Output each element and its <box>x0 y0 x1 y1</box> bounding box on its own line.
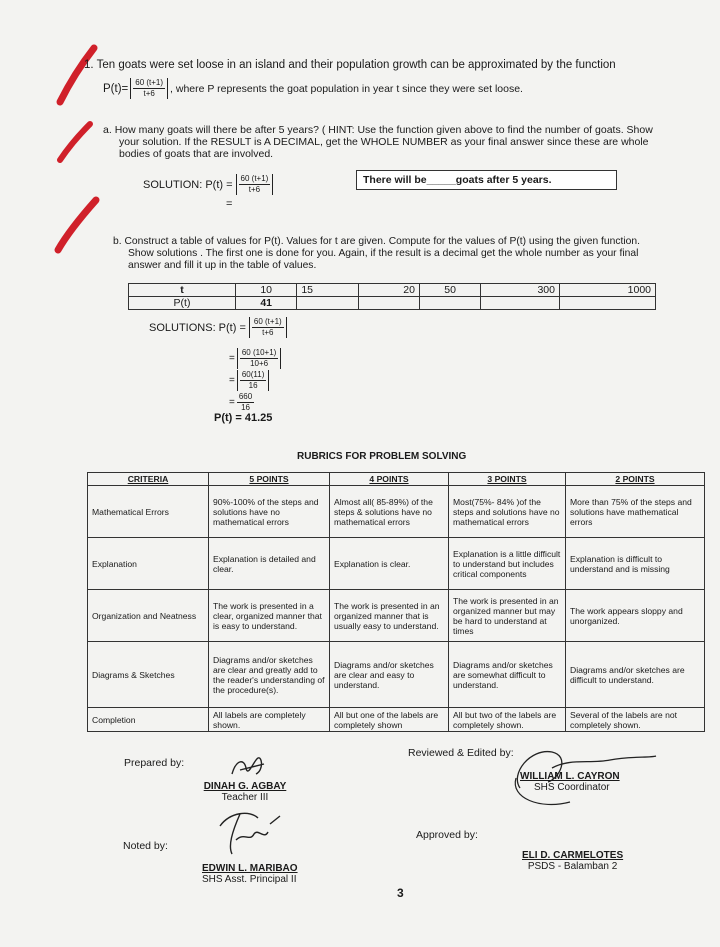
part-a-line1: How many goats will there be after 5 years? ( HINT: Use the function given above to find the number of goats. Show <box>114 124 653 136</box>
solution-denominator: t+6 <box>248 185 261 194</box>
rubric-cell: 90%-100% of the steps and solutions have no mathematical errors <box>209 486 330 538</box>
rubric-header: CRITERIA <box>88 473 209 486</box>
table-p-label: P(t) <box>129 297 236 310</box>
p-value-cell[interactable] <box>419 297 480 310</box>
question-text: Ten goats were set loose in an island and their population growth can be approximated by the function <box>96 59 616 71</box>
rubric-criteria: Mathematical Errors <box>88 486 209 538</box>
rubric-row <box>88 642 705 708</box>
rubric-cell: The work appears sloppy and unorganized. <box>566 590 705 642</box>
function-numerator: 60 (t+1) <box>135 78 164 87</box>
reviewed-name: WILLIAM L. CAYRON <box>520 771 620 782</box>
function-line <box>103 78 523 99</box>
prepared-label: Prepared by: <box>124 757 185 769</box>
rubric-header: 3 POINTS <box>449 473 566 486</box>
t-value-cell: 15 <box>297 284 358 297</box>
answer-box[interactable]: There will be_____goats after 5 years. <box>356 170 617 190</box>
rubric-cell: Most(75%- 84% )of the steps and solutions have no mathematical errors <box>449 486 566 538</box>
rubric-cell: Diagrams and/or sketches are difficult to understand. <box>566 642 705 708</box>
rubric-cell: All labels are completely shown. <box>209 708 330 732</box>
prepared-title: Teacher III <box>221 792 269 803</box>
prepared-name: DINAH G. AGBAY <box>203 781 287 792</box>
rubric-cell: All but two of the labels are completely shown. <box>449 708 566 732</box>
rubric-cell: The work is presented in an organized manner but may be hard to understand at times <box>449 590 566 642</box>
t-value-cell: 10 <box>236 284 297 297</box>
noted-title: SHS Asst. Principal II <box>202 874 297 885</box>
solutions-numerator: 60 (t+1) <box>253 317 282 326</box>
rubric-cell: Several of the labels are not completely shown. <box>566 708 705 732</box>
function-label: P(t)= <box>103 82 129 95</box>
part-b <box>113 236 673 272</box>
rubric-cell: The work is presented in a clear, organized manner that is easy to understand. <box>209 590 330 642</box>
rubric-criteria: Organization and Neatness <box>88 590 209 642</box>
t-value-cell: 300 <box>481 284 560 297</box>
p-value-cell[interactable] <box>358 297 419 310</box>
rubric-row <box>88 708 705 732</box>
rubric-row <box>88 538 705 590</box>
approved-block <box>522 850 623 872</box>
check-marks-icon <box>52 40 102 260</box>
step-3-numerator: 60(11) <box>241 370 265 379</box>
rubric-criteria: Explanation <box>88 538 209 590</box>
step-2-denominator: 10+6 <box>250 359 269 368</box>
rubric-cell: All but one of the labels are completely shown <box>330 708 449 732</box>
rubric-cell: Explanation is a little difficult to understand but includes critical components <box>449 538 566 590</box>
part-b-letter: b. <box>113 236 122 247</box>
noted-name: EDWIN L. MARIBAO <box>202 863 298 874</box>
table-t-label: t <box>129 284 236 297</box>
approved-title: PSDS - Balamban 2 <box>527 861 618 872</box>
p-value-cell[interactable] <box>559 297 655 310</box>
question-1 <box>84 58 616 72</box>
rubric-cell: Diagrams and/or sketches are clear and greatly add to the reader's understanding of the procedure(s). <box>209 642 330 708</box>
noted-block <box>202 863 298 885</box>
solution-numerator: 60 (t+1) <box>240 174 269 183</box>
solutions-denominator: t+6 <box>262 328 274 337</box>
part-a-line3: bodies of goats that are involved. <box>119 148 274 160</box>
p-value-cell[interactable]: 41 <box>236 297 297 310</box>
rubric-criteria: Completion <box>88 708 209 732</box>
rubric-header: 2 POINTS <box>566 473 705 486</box>
result-line: P(t) = 41.25 <box>214 412 273 424</box>
t-value-cell: 20 <box>358 284 419 297</box>
rubric-cell: Explanation is difficult to understand and is missing <box>566 538 705 590</box>
rubric-criteria: Diagrams & Sketches <box>88 642 209 708</box>
step-3 <box>229 370 269 391</box>
rubric-cell: Diagrams and/or sketches are somewhat difficult to understand. <box>449 642 566 708</box>
step-equals: = <box>229 397 235 408</box>
step-2 <box>229 348 281 369</box>
part-a-line2: your solution. If the RESULT is A DECIMAL, get the WHOLE NUMBER as your final answer since these are whole <box>119 136 649 148</box>
approved-label: Approved by: <box>416 829 478 841</box>
part-a-letter: a. <box>103 124 112 136</box>
step-equals: = <box>229 375 235 386</box>
reviewed-block <box>520 771 620 793</box>
function-description: , where P represents the goat population in year t since they were set loose. <box>170 82 523 95</box>
t-value-cell: 1000 <box>559 284 655 297</box>
rubric-title: RUBRICS FOR PROBLEM SOLVING <box>297 451 467 462</box>
step-4 <box>229 392 254 413</box>
rubric-cell: More than 75% of the steps and solutions have mathematical errors <box>566 486 705 538</box>
rubric-table <box>87 472 705 732</box>
approved-name: ELI D. CARMELOTES <box>522 850 624 861</box>
step-4-numerator: 660 <box>238 392 253 401</box>
solution-label: SOLUTION: P(t) = <box>143 178 233 191</box>
step-equals: = <box>229 353 235 364</box>
step-4-denominator: 16 <box>241 403 250 412</box>
function-bracket <box>130 78 168 99</box>
rubric-cell: Almost all( 85-89%) of the steps & solutions have no mathematical errors <box>330 486 449 538</box>
part-a <box>103 124 663 160</box>
rubric-row <box>88 590 705 642</box>
table-of-values <box>128 283 656 310</box>
part-b-line1: Construct a table of values for P(t). Values for t are given. Compute for the values of P(t) using the given function. <box>124 236 640 247</box>
part-b-line3: answer and fill it up in the table of values. <box>128 260 317 271</box>
table-row-p <box>129 297 656 310</box>
rubric-header: 5 POINTS <box>209 473 330 486</box>
rubric-header-row <box>88 473 705 486</box>
part-a-solution <box>143 174 273 195</box>
reviewed-label: Reviewed & Edited by: <box>408 747 514 759</box>
step-2-numerator: 60 (10+1) <box>241 348 277 357</box>
question-number: 1. <box>84 59 94 71</box>
step-3-denominator: 16 <box>248 381 258 390</box>
rubric-header: 4 POINTS <box>330 473 449 486</box>
solutions-line <box>149 317 287 338</box>
reviewed-title: SHS Coordinator <box>534 782 610 793</box>
part-b-line2: Show solutions . The first one is done for you. Again, if the result is a decimal get the whole number as your final <box>128 248 639 259</box>
page-number: 3 <box>397 886 404 900</box>
noted-label: Noted by: <box>123 840 168 852</box>
rubric-cell: Diagrams and/or sketches are clear and easy to understand. <box>330 642 449 708</box>
solutions-label: SOLUTIONS: P(t) = <box>149 321 246 334</box>
signature-agbay-icon <box>226 752 270 782</box>
signature-maribao-icon <box>210 806 290 858</box>
p-value-cell[interactable] <box>481 297 560 310</box>
rubric-cell: Explanation is detailed and clear. <box>209 538 330 590</box>
t-value-cell: 50 <box>419 284 480 297</box>
p-value-cell[interactable] <box>297 297 358 310</box>
rubric-cell: The work is presented in an organized manner that is usually easy to understand. <box>330 590 449 642</box>
function-denominator: t+6 <box>143 89 155 98</box>
solution-equals: = <box>226 198 233 210</box>
rubric-cell: Explanation is clear. <box>330 538 449 590</box>
prepared-block <box>202 781 288 803</box>
table-row-t <box>129 284 656 297</box>
rubric-row <box>88 486 705 538</box>
